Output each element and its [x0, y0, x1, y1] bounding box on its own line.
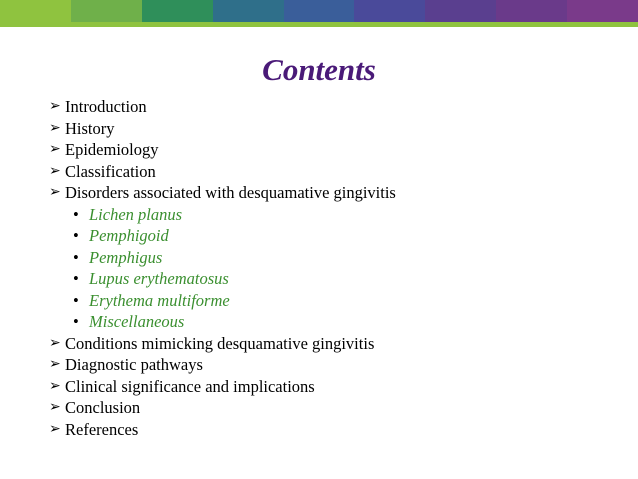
- list-item: [49, 376, 396, 398]
- sub-list-item: [49, 290, 396, 312]
- list-item: [49, 182, 396, 204]
- list-item-label: Disorders associated with desquamative gingivitis: [65, 183, 396, 202]
- stripe: [567, 0, 638, 22]
- contents-list: [49, 96, 396, 440]
- sub-list-item-label: Pemphigoid: [89, 226, 169, 245]
- list-item-label: References: [65, 419, 139, 439]
- arrowhead-bullet-icon: ➢: [49, 400, 61, 415]
- arrowhead-bullet-icon: ➢: [49, 357, 61, 372]
- sub-list-item: [49, 311, 396, 333]
- arrowhead-bullet-icon: ➢: [49, 378, 61, 394]
- arrowhead-bullet-icon: ➢: [49, 421, 61, 437]
- stripe: [0, 0, 71, 22]
- dot-bullet-icon: •: [73, 247, 79, 267]
- list-item: [49, 419, 396, 441]
- list-item-label: Introduction: [65, 97, 147, 116]
- list-item-label: Epidemiology: [65, 140, 159, 159]
- accent-line: [0, 22, 638, 27]
- list-item-label: Diagnostic pathways: [65, 355, 203, 374]
- stripe: [496, 0, 567, 22]
- list-item: [49, 161, 396, 183]
- sub-list-item: [49, 268, 396, 290]
- header-band: [0, 0, 638, 28]
- color-stripes: [0, 0, 638, 22]
- arrowhead-bullet-icon: ➢: [49, 142, 61, 157]
- list-item-label: Conditions mimicking desquamative gingivitis: [65, 333, 375, 353]
- arrowhead-bullet-icon: ➢: [49, 99, 61, 114]
- list-item: [49, 333, 396, 355]
- sub-list-item-label: Pemphigus: [89, 247, 163, 267]
- list-item-label: Classification: [65, 161, 156, 181]
- stripe: [213, 0, 284, 22]
- arrowhead-bullet-icon: ➢: [49, 163, 61, 179]
- stripe: [354, 0, 425, 22]
- dot-bullet-icon: •: [73, 312, 79, 331]
- list-item: [49, 118, 396, 140]
- arrowhead-bullet-icon: ➢: [49, 185, 61, 200]
- stripe: [71, 0, 142, 22]
- list-item: [49, 354, 396, 376]
- sub-list-item: [49, 225, 396, 247]
- sub-list-item: [49, 247, 396, 269]
- dot-bullet-icon: •: [73, 226, 79, 245]
- list-item-label: History: [65, 118, 115, 138]
- dot-bullet-icon: •: [73, 269, 79, 288]
- arrowhead-bullet-icon: ➢: [49, 335, 61, 351]
- slide-title: Contents: [262, 52, 376, 87]
- list-item-label: Conclusion: [65, 398, 141, 417]
- stripe: [142, 0, 213, 22]
- sub-list-item-label: Erythema multiforme: [89, 290, 230, 310]
- stripe: [284, 0, 355, 22]
- list-item: [49, 139, 396, 161]
- list-item: [49, 96, 396, 118]
- stripe: [425, 0, 496, 22]
- sub-list-item-label: Lichen planus: [89, 204, 183, 224]
- sub-list-item: [49, 204, 396, 226]
- sub-list-item-label: Miscellaneous: [89, 312, 185, 331]
- arrowhead-bullet-icon: ➢: [49, 120, 61, 136]
- list-item: [49, 397, 396, 419]
- dot-bullet-icon: •: [73, 290, 79, 310]
- dot-bullet-icon: •: [73, 204, 79, 224]
- list-item-label: Clinical significance and implications: [65, 376, 315, 396]
- sub-list-item-label: Lupus erythematosus: [89, 269, 229, 288]
